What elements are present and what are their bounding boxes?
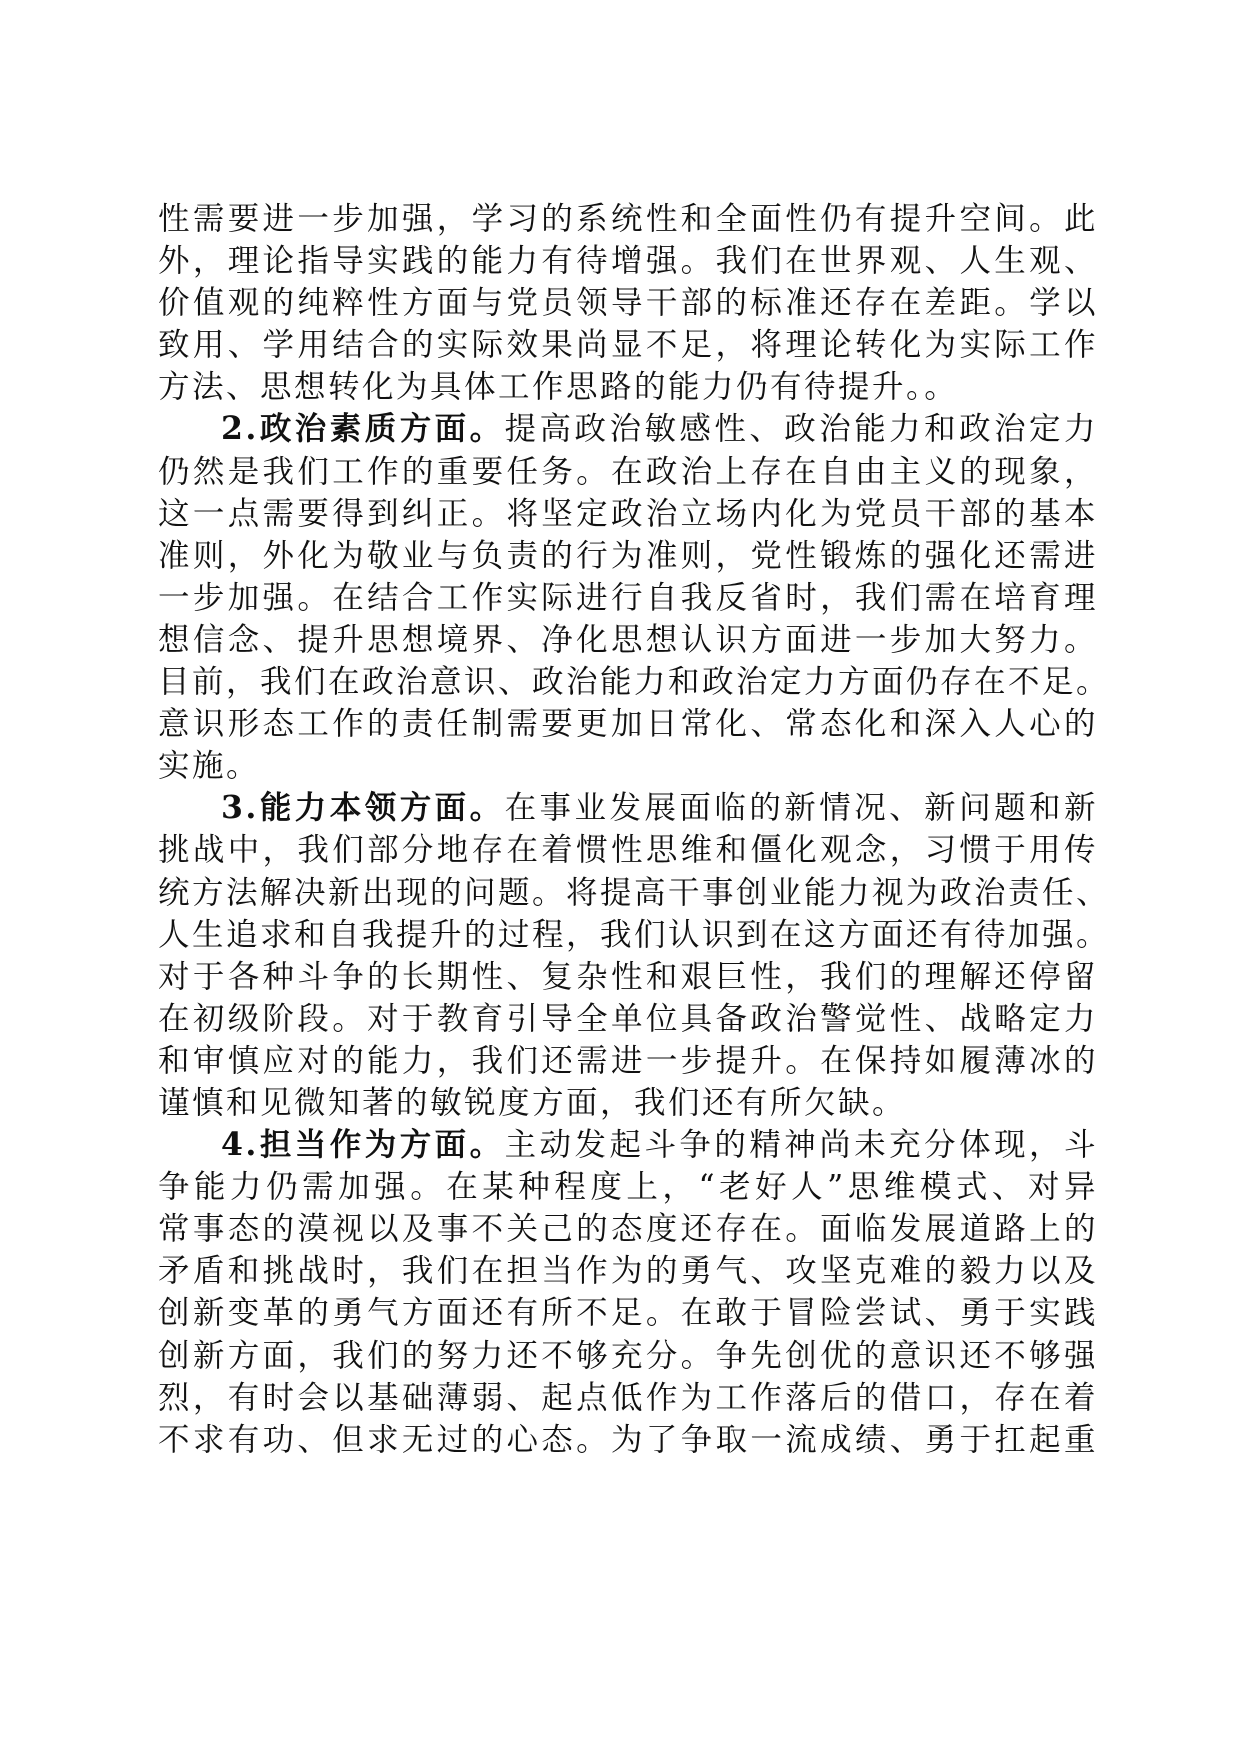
section-first-line-text: 提高政治敏感性、政治能力和政治定力 bbox=[504, 411, 1098, 448]
text-line: 方法、思想转化为具体工作思路的能力仍有待提升。。 bbox=[158, 369, 959, 406]
text-line: 矛盾和挑战时，我们在担当作为的勇气、攻坚克难的毅力以及 bbox=[158, 1253, 1098, 1290]
text-line: 烈，有时会以基础薄弱、起点低作为工作落后的借口，存在着 bbox=[158, 1379, 1098, 1416]
text-line: 致用、学用结合的实际效果尚显不足，将理论转化为实际工作 bbox=[158, 327, 1098, 364]
text-line: 意识形态工作的责任制需要更加日常化、常态化和深入人心的 bbox=[158, 706, 1098, 743]
text-line: 仍然是我们工作的重要任务。在政治上存在自由主义的现象， bbox=[158, 453, 1098, 490]
text-line: 在初级阶段。对于教育引导全单位具备政治警觉性、战略定力 bbox=[158, 1000, 1098, 1037]
text-line: 性需要进一步加强，学习的系统性和全面性仍有提升空间。此 bbox=[158, 201, 1098, 237]
text-line: 价值观的纯粹性方面与党员领导干部的标准还存在差距。学以 bbox=[158, 285, 1098, 322]
text-line: 不求有功、但求无过的心态。为了争取一流成绩、勇于扛起重 bbox=[158, 1421, 1098, 1458]
text-line: 和审慎应对的能力，我们还需进一步提升。在保持如履薄冰的 bbox=[158, 1042, 1098, 1079]
text-line: 对于各种斗争的长期性、复杂性和艰巨性，我们的理解还停留 bbox=[158, 958, 1098, 995]
section-heading: 4.担当作为方面。 bbox=[221, 1126, 505, 1164]
text-line: 目前，我们在政治意识、政治能力和政治定力方面仍存在不足。 bbox=[158, 664, 1111, 701]
text-line: 争能力仍需加强。在某种程度上，“老好人”思维模式、对异 bbox=[158, 1169, 1098, 1206]
section-first-line bbox=[158, 787, 1098, 829]
text-line: 统方法解决新出现的问题。将提高干事创业能力视为政治责任、 bbox=[158, 874, 1111, 911]
section-heading: 2.政治素质方面。 bbox=[221, 410, 505, 448]
document-body bbox=[158, 198, 1111, 1461]
text-line: 创新方面，我们的努力还不够充分。争先创优的意识还不够强 bbox=[158, 1337, 1098, 1374]
text-line: 创新变革的勇气方面还有所不足。在敢于冒险尝试、勇于实践 bbox=[158, 1295, 1098, 1332]
section-political-quality bbox=[158, 408, 1111, 787]
section-first-line bbox=[158, 408, 1098, 450]
section-heading: 3.能力本领方面。 bbox=[221, 789, 505, 827]
text-line: 挑战中，我们部分地存在着惯性思维和僵化观念，习惯于用传 bbox=[158, 832, 1098, 869]
text-line: 人生追求和自我提升的过程，我们认识到在这方面还有待加强。 bbox=[158, 916, 1111, 953]
section-first-line-text: 主动发起斗争的精神尚未充分体现，斗 bbox=[504, 1127, 1098, 1164]
section-first-line-text: 在事业发展面临的新情况、新问题和新 bbox=[504, 790, 1098, 827]
text-line: 外，理论指导实践的能力有待增强。我们在世界观、人生观、 bbox=[158, 243, 1098, 280]
section-responsibility bbox=[158, 1124, 1098, 1461]
text-line: 实施。 bbox=[158, 748, 261, 785]
text-line: 准则，外化为敬业与负责的行为准则，党性锻炼的强化还需进 bbox=[158, 537, 1098, 574]
section-first-line bbox=[158, 1124, 1098, 1166]
text-line: 常事态的漠视以及事不关己的态度还存在。面临发展道路上的 bbox=[158, 1211, 1098, 1248]
text-line: 这一点需要得到纠正。将坚定政治立场内化为党员干部的基本 bbox=[158, 495, 1098, 532]
text-line: 谨慎和见微知著的敏锐度方面，我们还有所欠缺。 bbox=[158, 1084, 907, 1121]
section-capability bbox=[158, 787, 1111, 1124]
text-line: 想信念、提升思想境界、净化思想认识方面进一步加大努力。 bbox=[158, 621, 1098, 658]
text-line: 一步加强。在结合工作实际进行自我反省时，我们需在培育理 bbox=[158, 579, 1098, 616]
intro-paragraph bbox=[158, 198, 1098, 408]
